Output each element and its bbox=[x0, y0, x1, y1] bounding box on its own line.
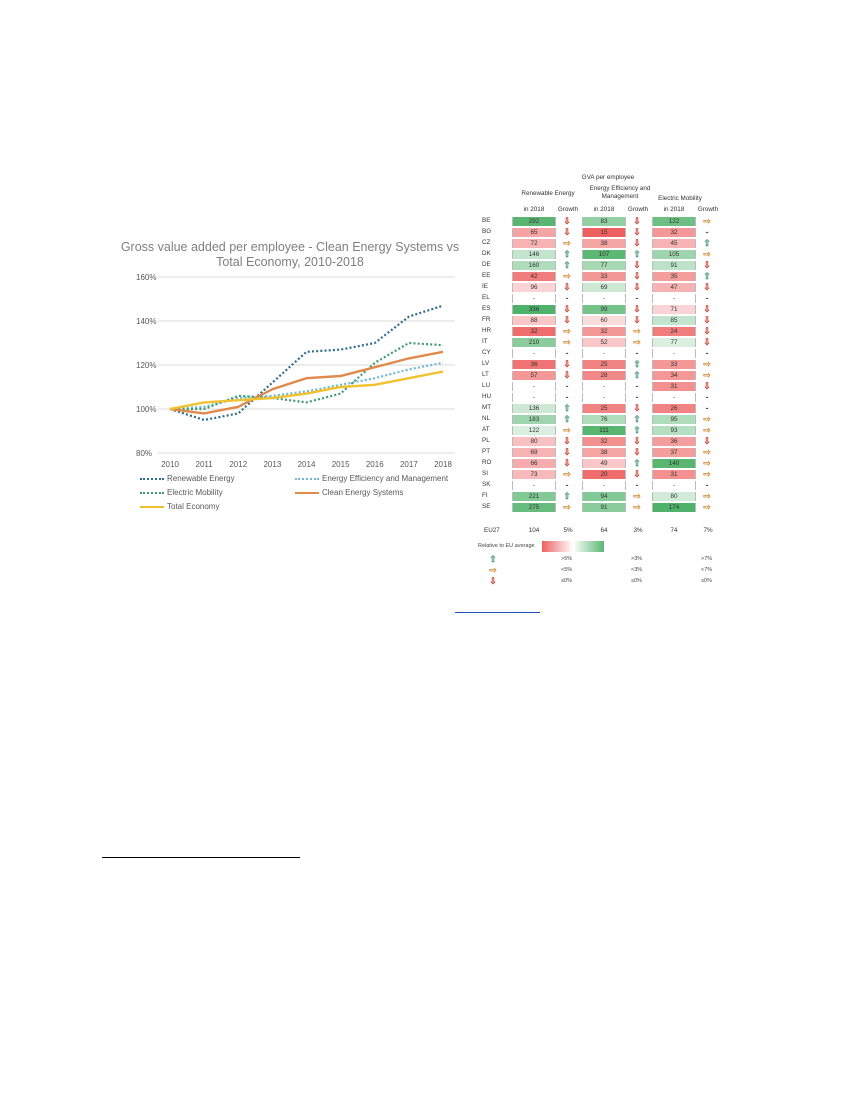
value-cell: 140 bbox=[652, 459, 696, 469]
legend-swatch bbox=[295, 478, 319, 480]
growth-down-icon: ⇩ bbox=[563, 369, 571, 380]
subheader-in-2018: in 2018 bbox=[663, 206, 685, 213]
value-cell: 36 bbox=[652, 437, 696, 447]
country-code: DE bbox=[482, 261, 491, 268]
value-cell: 99 bbox=[582, 305, 626, 315]
eu27-growth: 3% bbox=[633, 527, 643, 534]
group-header-mobility: Electric Mobility bbox=[658, 195, 702, 202]
value-cell: 26 bbox=[652, 404, 696, 414]
growth-up-icon: ⇧ bbox=[563, 248, 571, 259]
value-cell: 77 bbox=[582, 261, 626, 271]
growth-side-icon: ⇨ bbox=[563, 424, 571, 435]
value-cell: 105 bbox=[652, 250, 696, 260]
value-cell: 66 bbox=[512, 459, 556, 469]
growth-down-icon: ⇩ bbox=[703, 259, 711, 270]
x-tick-label: 2013 bbox=[263, 460, 282, 469]
value-cell: 336 bbox=[512, 305, 556, 315]
growth-down-icon: ⇩ bbox=[633, 446, 641, 457]
growth-down-icon: ⇩ bbox=[703, 380, 711, 391]
x-tick-label: 2017 bbox=[399, 460, 418, 469]
country-code: FR bbox=[482, 316, 491, 323]
growth-side-icon: ⇨ bbox=[563, 325, 571, 336]
growth-down-icon: ⇩ bbox=[703, 303, 711, 314]
value-cell: - bbox=[582, 294, 626, 304]
value-cell: 80 bbox=[512, 437, 556, 447]
legend-swatch bbox=[140, 492, 164, 494]
hyperlink-underline[interactable] bbox=[455, 612, 540, 613]
growth-down-icon: ⇩ bbox=[633, 402, 641, 413]
value-cell: 275 bbox=[512, 503, 556, 513]
value-cell: 25 bbox=[582, 360, 626, 370]
value-cell: - bbox=[512, 294, 556, 304]
legend-threshold: <5% bbox=[561, 567, 573, 573]
value-cell: 31 bbox=[652, 382, 696, 392]
legend-swatch bbox=[295, 492, 319, 494]
legend-label: Electric Mobility bbox=[167, 488, 223, 497]
value-cell: 210 bbox=[512, 338, 556, 348]
growth-up-icon: ⇧ bbox=[563, 402, 571, 413]
legend-threshold: >5% bbox=[561, 556, 573, 562]
growth-down-icon: ⇩ bbox=[633, 435, 641, 446]
subheader-in-2018: in 2018 bbox=[593, 206, 615, 213]
value-cell: 57 bbox=[512, 371, 556, 381]
chart-title: Gross value added per employee - Clean Energy Systems vs Total Economy, 2010-2018 bbox=[120, 240, 460, 269]
growth-up-icon: ⇧ bbox=[633, 248, 641, 259]
growth-down-icon: ⇩ bbox=[703, 281, 711, 292]
legend-threshold: >7% bbox=[701, 556, 713, 562]
growth-dash-icon: - bbox=[705, 292, 709, 303]
growth-up-icon: ⇧ bbox=[703, 237, 711, 248]
value-cell: 76 bbox=[582, 415, 626, 425]
growth-side-icon: ⇨ bbox=[563, 501, 571, 512]
x-tick-label: 2015 bbox=[331, 460, 350, 469]
value-cell: 77 bbox=[652, 338, 696, 348]
value-cell: 107 bbox=[582, 250, 626, 260]
value-cell: - bbox=[512, 349, 556, 359]
value-cell: 33 bbox=[582, 272, 626, 282]
value-cell: 292 bbox=[512, 217, 556, 227]
y-tick-label: 80% bbox=[136, 449, 153, 458]
country-code: LT bbox=[482, 371, 489, 378]
growth-down-icon: ⇩ bbox=[633, 270, 641, 281]
growth-side-icon: ⇨ bbox=[703, 369, 711, 380]
eu27-value: 74 bbox=[670, 527, 678, 534]
value-cell: - bbox=[512, 481, 556, 491]
value-cell: - bbox=[582, 481, 626, 491]
growth-up-icon: ⇧ bbox=[633, 358, 641, 369]
growth-dash-icon: - bbox=[705, 479, 709, 490]
line-chart bbox=[110, 230, 470, 520]
legend-side-icon: ⇨ bbox=[489, 565, 497, 575]
growth-side-icon: ⇨ bbox=[703, 457, 711, 468]
group-header-efficiency: Energy Efficiency and Management bbox=[589, 185, 651, 200]
country-code: HU bbox=[482, 393, 492, 400]
growth-up-icon: ⇧ bbox=[563, 259, 571, 270]
value-cell: 93 bbox=[652, 426, 696, 436]
value-cell: 34 bbox=[652, 371, 696, 381]
value-cell: - bbox=[582, 393, 626, 403]
value-cell: 60 bbox=[582, 316, 626, 326]
value-cell: 38 bbox=[582, 239, 626, 249]
value-cell: 71 bbox=[652, 305, 696, 315]
growth-down-icon: ⇩ bbox=[563, 358, 571, 369]
eu27-growth: 7% bbox=[703, 527, 713, 534]
growth-down-icon: ⇩ bbox=[563, 314, 571, 325]
growth-up-icon: ⇧ bbox=[563, 490, 571, 501]
x-tick-label: 2010 bbox=[161, 460, 179, 469]
value-cell: 47 bbox=[652, 283, 696, 293]
legend-item bbox=[140, 488, 223, 497]
growth-side-icon: ⇨ bbox=[703, 358, 711, 369]
value-cell: - bbox=[652, 349, 696, 359]
x-tick-label: 2011 bbox=[195, 460, 213, 469]
value-cell: 38 bbox=[582, 448, 626, 458]
growth-dash-icon: - bbox=[635, 479, 639, 490]
value-cell: 69 bbox=[582, 283, 626, 293]
growth-dash-icon: - bbox=[705, 402, 709, 413]
value-cell: - bbox=[512, 393, 556, 403]
growth-side-icon: ⇨ bbox=[563, 336, 571, 347]
growth-down-icon: ⇩ bbox=[563, 281, 571, 292]
value-cell: - bbox=[582, 382, 626, 392]
value-cell: 91 bbox=[652, 261, 696, 271]
value-cell: 49 bbox=[582, 459, 626, 469]
country-code: EL bbox=[482, 294, 490, 301]
legend-item bbox=[295, 488, 403, 497]
country-code: DK bbox=[482, 250, 491, 257]
growth-dash-icon: - bbox=[565, 347, 569, 358]
value-cell: 69 bbox=[512, 448, 556, 458]
value-cell: 20 bbox=[582, 470, 626, 480]
x-tick-label: 2018 bbox=[434, 460, 452, 469]
country-code: CZ bbox=[482, 239, 491, 246]
country-code: HR bbox=[482, 327, 492, 334]
growth-down-icon: ⇩ bbox=[563, 215, 571, 226]
legend-threshold: <3% bbox=[631, 567, 643, 573]
country-code: AT bbox=[482, 426, 490, 433]
growth-side-icon: ⇨ bbox=[703, 413, 711, 424]
legend-title: Relative to EU average bbox=[478, 543, 535, 549]
value-cell: 45 bbox=[652, 239, 696, 249]
country-code: SK bbox=[482, 481, 491, 488]
table-title: GVA per employee bbox=[581, 174, 635, 181]
growth-dash-icon: - bbox=[635, 347, 639, 358]
value-cell: 174 bbox=[652, 503, 696, 513]
value-cell: 80 bbox=[652, 492, 696, 502]
y-tick-label: 120% bbox=[136, 361, 157, 370]
value-cell: 146 bbox=[512, 250, 556, 260]
legend-threshold: ≤0% bbox=[701, 578, 712, 584]
value-cell: 32 bbox=[582, 327, 626, 337]
growth-dash-icon: - bbox=[635, 380, 639, 391]
growth-down-icon: ⇩ bbox=[633, 314, 641, 325]
growth-up-icon: ⇧ bbox=[703, 270, 711, 281]
country-code: LV bbox=[482, 360, 490, 367]
series-line-clean-energy-systems bbox=[170, 352, 443, 414]
growth-side-icon: ⇨ bbox=[703, 215, 711, 226]
value-cell: 15 bbox=[582, 228, 626, 238]
growth-up-icon: ⇧ bbox=[633, 369, 641, 380]
value-cell: 32 bbox=[652, 228, 696, 238]
eu27-label: EU27 bbox=[484, 527, 500, 534]
value-cell: - bbox=[652, 481, 696, 491]
growth-dash-icon: - bbox=[635, 292, 639, 303]
growth-dash-icon: - bbox=[705, 391, 709, 402]
growth-up-icon: ⇧ bbox=[633, 424, 641, 435]
growth-down-icon: ⇩ bbox=[633, 468, 641, 479]
country-code: PT bbox=[482, 448, 491, 455]
legend-threshold: <7% bbox=[701, 567, 713, 573]
value-cell: - bbox=[652, 294, 696, 304]
growth-side-icon: ⇨ bbox=[703, 248, 711, 259]
value-cell: 136 bbox=[512, 404, 556, 414]
subheader-in-2018: in 2018 bbox=[523, 206, 545, 213]
x-tick-label: 2014 bbox=[297, 460, 316, 469]
legend-up-icon: ⇧ bbox=[489, 554, 497, 564]
legend-label: Total Economy bbox=[167, 502, 220, 511]
value-cell: 31 bbox=[652, 470, 696, 480]
growth-down-icon: ⇩ bbox=[563, 446, 571, 457]
value-cell: 85 bbox=[652, 316, 696, 326]
growth-side-icon: ⇨ bbox=[703, 501, 711, 512]
growth-dash-icon: - bbox=[705, 347, 709, 358]
series-line-electric-mobility bbox=[170, 343, 443, 409]
value-cell: 32 bbox=[582, 437, 626, 447]
subheader-growth: Growth bbox=[557, 206, 579, 213]
value-cell: 122 bbox=[652, 217, 696, 227]
value-cell: 32 bbox=[512, 327, 556, 337]
growth-down-icon: ⇩ bbox=[633, 215, 641, 226]
legend-item bbox=[295, 474, 448, 483]
y-tick-label: 140% bbox=[136, 317, 157, 326]
country-code: IT bbox=[482, 338, 488, 345]
value-cell: 160 bbox=[512, 261, 556, 271]
legend-label: Clean Energy Systems bbox=[322, 488, 404, 497]
eu27-value: 64 bbox=[600, 527, 608, 534]
eu27-growth: 5% bbox=[563, 527, 573, 534]
growth-side-icon: ⇨ bbox=[563, 468, 571, 479]
growth-side-icon: ⇨ bbox=[633, 336, 641, 347]
growth-side-icon: ⇨ bbox=[703, 468, 711, 479]
value-cell: 28 bbox=[582, 371, 626, 381]
growth-dash-icon: - bbox=[565, 391, 569, 402]
growth-side-icon: ⇨ bbox=[563, 270, 571, 281]
value-cell: 33 bbox=[652, 360, 696, 370]
country-code: SE bbox=[482, 503, 491, 510]
growth-down-icon: ⇩ bbox=[563, 303, 571, 314]
value-cell: 96 bbox=[512, 283, 556, 293]
value-cell: 95 bbox=[652, 415, 696, 425]
value-cell: - bbox=[652, 393, 696, 403]
value-cell: 36 bbox=[512, 360, 556, 370]
country-code: NL bbox=[482, 415, 491, 422]
value-cell: 91 bbox=[582, 503, 626, 513]
value-cell: 72 bbox=[512, 239, 556, 249]
value-cell: - bbox=[512, 382, 556, 392]
legend-item bbox=[140, 474, 235, 483]
value-cell: 111 bbox=[582, 426, 626, 436]
value-cell: 42 bbox=[512, 272, 556, 282]
value-cell: 88 bbox=[512, 316, 556, 326]
legend-swatch bbox=[140, 506, 164, 508]
value-cell: 24 bbox=[652, 327, 696, 337]
growth-up-icon: ⇧ bbox=[563, 413, 571, 424]
value-cell: 73 bbox=[512, 470, 556, 480]
country-code: SI bbox=[482, 470, 488, 477]
value-cell: 25 bbox=[582, 404, 626, 414]
legend-threshold: >3% bbox=[631, 556, 643, 562]
growth-dash-icon: - bbox=[635, 391, 639, 402]
growth-down-icon: ⇩ bbox=[563, 226, 571, 237]
growth-side-icon: ⇨ bbox=[563, 237, 571, 248]
growth-down-icon: ⇩ bbox=[633, 226, 641, 237]
value-cell: - bbox=[582, 349, 626, 359]
country-code: PL bbox=[482, 437, 490, 444]
growth-down-icon: ⇩ bbox=[703, 435, 711, 446]
group-header-renewable: Renewable Energy bbox=[521, 190, 575, 197]
country-code: LU bbox=[482, 382, 491, 389]
growth-side-icon: ⇨ bbox=[703, 446, 711, 457]
growth-down-icon: ⇩ bbox=[563, 457, 571, 468]
growth-up-icon: ⇧ bbox=[633, 457, 641, 468]
growth-down-icon: ⇩ bbox=[563, 435, 571, 446]
growth-down-icon: ⇩ bbox=[633, 259, 641, 270]
country-code: BE bbox=[482, 217, 491, 224]
subheader-growth: Growth bbox=[697, 206, 719, 213]
value-cell: 52 bbox=[582, 338, 626, 348]
legend-threshold: ≤0% bbox=[631, 578, 642, 584]
value-cell: 37 bbox=[652, 448, 696, 458]
country-code: EE bbox=[482, 272, 491, 279]
growth-dash-icon: - bbox=[565, 380, 569, 391]
growth-down-icon: ⇩ bbox=[703, 314, 711, 325]
legend-item bbox=[140, 502, 219, 511]
growth-dash-icon: - bbox=[705, 226, 709, 237]
gva-table bbox=[476, 172, 736, 592]
growth-down-icon: ⇩ bbox=[703, 336, 711, 347]
country-code: IE bbox=[482, 283, 488, 290]
country-code: CY bbox=[482, 349, 491, 356]
country-code: BG bbox=[482, 228, 492, 235]
y-tick-label: 100% bbox=[136, 405, 157, 414]
growth-up-icon: ⇧ bbox=[633, 413, 641, 424]
legend-label: Energy Efficiency and Management bbox=[322, 474, 449, 483]
value-cell: 35 bbox=[652, 272, 696, 282]
legend-color-scale bbox=[542, 541, 604, 552]
country-code: RO bbox=[482, 459, 492, 466]
growth-side-icon: ⇨ bbox=[703, 490, 711, 501]
legend-threshold: ≤0% bbox=[561, 578, 572, 584]
y-tick-label: 160% bbox=[136, 273, 157, 282]
footnote-separator bbox=[102, 857, 300, 858]
growth-side-icon: ⇨ bbox=[703, 424, 711, 435]
growth-down-icon: ⇩ bbox=[633, 303, 641, 314]
value-cell: 94 bbox=[582, 492, 626, 502]
legend-swatch bbox=[140, 478, 164, 480]
value-cell: 65 bbox=[512, 228, 556, 238]
country-code: FI bbox=[482, 492, 488, 499]
value-cell: 183 bbox=[512, 415, 556, 425]
growth-side-icon: ⇨ bbox=[633, 490, 641, 501]
eu27-value: 104 bbox=[528, 527, 540, 534]
growth-down-icon: ⇩ bbox=[703, 325, 711, 336]
growth-side-icon: ⇨ bbox=[633, 501, 641, 512]
value-cell: 122 bbox=[512, 426, 556, 436]
growth-dash-icon: - bbox=[565, 479, 569, 490]
legend-down-icon: ⇩ bbox=[489, 576, 497, 586]
growth-side-icon: ⇨ bbox=[633, 325, 641, 336]
value-cell: 221 bbox=[512, 492, 556, 502]
country-code: ES bbox=[482, 305, 491, 312]
legend-label: Renewable Energy bbox=[167, 474, 235, 483]
growth-down-icon: ⇩ bbox=[633, 237, 641, 248]
country-code: MT bbox=[482, 404, 492, 411]
subheader-growth: Growth bbox=[627, 206, 649, 213]
growth-dash-icon: - bbox=[565, 292, 569, 303]
growth-down-icon: ⇩ bbox=[633, 281, 641, 292]
value-cell: 83 bbox=[582, 217, 626, 227]
x-tick-label: 2016 bbox=[365, 460, 384, 469]
x-tick-label: 2012 bbox=[229, 460, 248, 469]
